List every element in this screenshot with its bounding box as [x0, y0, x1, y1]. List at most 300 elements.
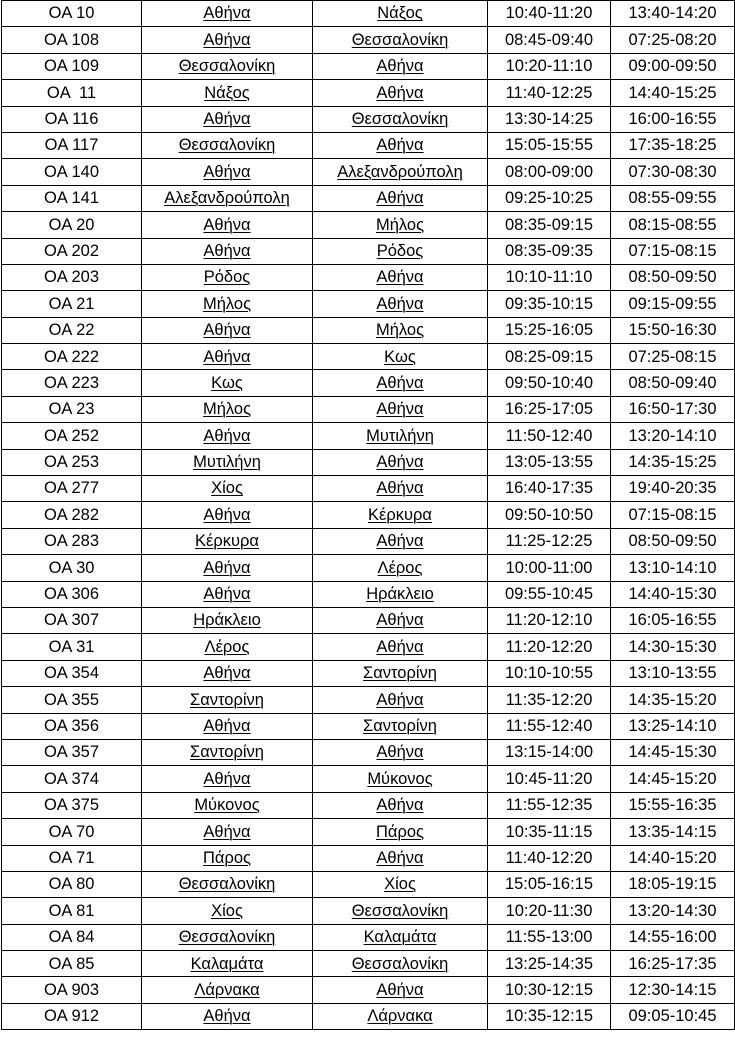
- destination-text: Θεσσαλονίκη: [351, 901, 449, 920]
- flight-code-text: OA 357: [43, 743, 100, 762]
- destination-cell: [313, 687, 488, 713]
- return-time-cell: [611, 687, 735, 713]
- table-row: [2, 924, 735, 950]
- return-time-cell: [611, 528, 735, 554]
- table-row: [2, 27, 735, 53]
- return-time-cell: [611, 370, 735, 396]
- outbound-time-cell: [488, 370, 611, 396]
- destination-cell: [313, 476, 488, 502]
- table-row: [2, 687, 735, 713]
- return-time-text: 16:05-16:55: [628, 611, 717, 630]
- origin-text: Μύκονος: [194, 796, 260, 815]
- table-row: [2, 238, 735, 264]
- origin-cell: [142, 80, 313, 106]
- outbound-time-cell: [488, 528, 611, 554]
- origin-text: Θεσσαλονίκη: [178, 57, 276, 76]
- return-time-text: 07:15-08:15: [628, 241, 717, 260]
- origin-text: Αθήνα: [203, 664, 251, 683]
- outbound-time-cell: [488, 264, 611, 290]
- flight-code-text: OA 252: [43, 426, 100, 445]
- origin-cell: [142, 344, 313, 370]
- return-time-cell: [611, 159, 735, 185]
- table-row: [2, 291, 735, 317]
- origin-cell: [142, 264, 313, 290]
- table-row: [2, 132, 735, 158]
- outbound-time-text: 10:35-12:15: [504, 1007, 594, 1026]
- destination-cell: [313, 396, 488, 422]
- outbound-time-text: 10:40-11:20: [505, 4, 593, 23]
- outbound-time-cell: [488, 660, 611, 686]
- destination-cell: [313, 423, 488, 449]
- return-time-cell: [611, 951, 735, 977]
- flight-code-text: OA 202: [43, 241, 100, 260]
- outbound-time-text: 11:40-12:25: [505, 83, 593, 102]
- origin-cell: [142, 766, 313, 792]
- return-time-cell: [611, 792, 735, 818]
- destination-cell: [313, 80, 488, 106]
- outbound-time-text: 08:25-09:15: [504, 347, 594, 366]
- origin-cell: [142, 845, 313, 871]
- return-time-cell: [611, 766, 735, 792]
- origin-cell: [142, 449, 313, 475]
- return-time-text: 09:05-10:45: [628, 1007, 717, 1026]
- destination-text: Κως: [384, 347, 416, 366]
- flight-code-cell: [2, 581, 142, 607]
- origin-cell: [142, 476, 313, 502]
- flight-code-cell: [2, 185, 142, 211]
- outbound-time-text: 15:25-16:05: [504, 321, 594, 340]
- flight-code-text: OA 253: [43, 453, 100, 472]
- destination-text: Λάρνακα: [367, 1007, 433, 1026]
- destination-text: Αθήνα: [376, 136, 424, 155]
- destination-text: Μυτιλήνη: [366, 426, 434, 445]
- return-time-cell: [611, 106, 735, 132]
- flight-code-cell: [2, 898, 142, 924]
- table-row: [2, 502, 735, 528]
- origin-text: Αθήνα: [203, 585, 251, 604]
- table-row: [2, 634, 735, 660]
- destination-text: Ρόδος: [376, 241, 424, 260]
- origin-text: Θεσσαλονίκη: [178, 136, 276, 155]
- origin-cell: [142, 977, 313, 1003]
- flight-code-text: OA 80: [48, 875, 95, 894]
- origin-text: Αθήνα: [203, 347, 251, 366]
- origin-text: Θεσσαλονίκη: [178, 928, 276, 947]
- origin-text: Αθήνα: [203, 110, 251, 128]
- return-time-text: 08:15-08:55: [628, 215, 717, 234]
- origin-cell: [142, 739, 313, 765]
- origin-text: Αθήνα: [203, 1007, 251, 1026]
- outbound-time-cell: [488, 502, 611, 528]
- origin-text: Αθήνα: [203, 716, 251, 735]
- destination-text: Αθήνα: [376, 980, 424, 999]
- destination-text: Αθήνα: [376, 637, 424, 656]
- destination-text: Αθήνα: [376, 479, 424, 498]
- origin-cell: [142, 317, 313, 343]
- flight-code-cell: [2, 819, 142, 845]
- flight-code-cell: [2, 739, 142, 765]
- table-row: [2, 106, 735, 132]
- flight-code-text: OA 84: [48, 928, 95, 947]
- flight-code-cell: [2, 766, 142, 792]
- flight-code-cell: [2, 159, 142, 185]
- origin-text: Νάξος: [204, 83, 250, 102]
- destination-text: Αθήνα: [376, 57, 424, 76]
- return-time-text: 07:15-08:15: [628, 505, 717, 524]
- destination-cell: [313, 792, 488, 818]
- flight-code-text: OA 354: [43, 664, 100, 683]
- return-time-text: 15:50-16:30: [628, 321, 717, 340]
- outbound-time-text: 10:20-11:10: [505, 57, 593, 76]
- return-time-text: 13:20-14:10: [628, 426, 717, 445]
- return-time-text: 16:50-17:30: [628, 400, 717, 419]
- origin-cell: [142, 1, 313, 27]
- flight-code-text: OA 140: [43, 162, 100, 181]
- flight-code-cell: [2, 555, 142, 581]
- flight-code-cell: [2, 264, 142, 290]
- return-time-cell: [611, 898, 735, 924]
- table-row: [2, 1003, 735, 1029]
- return-time-cell: [611, 581, 735, 607]
- return-time-text: 14:30-15:30: [628, 637, 717, 656]
- destination-text: Αλεξανδρούπολη: [337, 162, 463, 181]
- flight-code-text: OA 71: [48, 848, 95, 867]
- origin-cell: [142, 502, 313, 528]
- outbound-time-text: 11:20-12:20: [505, 637, 593, 656]
- return-time-cell: [611, 132, 735, 158]
- destination-cell: [313, 502, 488, 528]
- outbound-time-text: 09:35-10:15: [504, 294, 594, 313]
- return-time-text: 13:40-14:20: [628, 4, 717, 23]
- destination-cell: [313, 845, 488, 871]
- destination-text: Αθήνα: [376, 611, 424, 630]
- origin-text: Ρόδος: [203, 268, 251, 287]
- origin-cell: [142, 792, 313, 818]
- return-time-text: 16:25-17:35: [628, 954, 717, 973]
- outbound-time-text: 10:10-11:10: [505, 268, 593, 287]
- return-time-cell: [611, 607, 735, 633]
- destination-cell: [313, 819, 488, 845]
- outbound-time-text: 09:55-10:45: [504, 585, 594, 604]
- flight-code-cell: [2, 53, 142, 79]
- flight-code-cell: [2, 396, 142, 422]
- destination-text: Μήλος: [375, 321, 425, 340]
- return-time-cell: [611, 660, 735, 686]
- return-time-cell: [611, 739, 735, 765]
- origin-text: Αλεξανδρούπολη: [164, 189, 290, 208]
- flight-code-cell: [2, 528, 142, 554]
- return-time-cell: [611, 555, 735, 581]
- origin-text: Λέρος: [204, 637, 250, 656]
- return-time-text: 14:40-15:20: [628, 848, 717, 867]
- return-time-cell: [611, 1003, 735, 1029]
- destination-text: Αθήνα: [376, 268, 424, 287]
- return-time-text: 15:55-16:35: [628, 796, 717, 815]
- flight-code-text: OA 23: [48, 400, 95, 419]
- return-time-text: 19:40-20:35: [628, 479, 717, 498]
- flight-code-text: OA 30: [48, 558, 95, 577]
- return-time-text: 17:35-18:25: [628, 136, 717, 155]
- outbound-time-cell: [488, 317, 611, 343]
- origin-cell: [142, 924, 313, 950]
- origin-text: Θεσσαλονίκη: [178, 875, 276, 894]
- return-time-cell: [611, 819, 735, 845]
- origin-cell: [142, 687, 313, 713]
- table-row: [2, 80, 735, 106]
- flight-code-text: OA 912: [43, 1007, 100, 1026]
- origin-cell: [142, 819, 313, 845]
- destination-cell: [313, 607, 488, 633]
- table-row: [2, 185, 735, 211]
- destination-cell: [313, 660, 488, 686]
- return-time-text: 07:25-08:20: [628, 30, 717, 49]
- flight-code-text: OA 355: [43, 690, 100, 709]
- destination-cell: [313, 159, 488, 185]
- flight-code-text: OA 31: [48, 637, 95, 656]
- outbound-time-text: 10:45-11:20: [505, 769, 593, 788]
- return-time-cell: [611, 924, 735, 950]
- origin-text: Αθήνα: [203, 162, 251, 181]
- flight-code-text: OA 141: [43, 189, 100, 208]
- destination-cell: [313, 370, 488, 396]
- flight-code-cell: [2, 634, 142, 660]
- flight-code-cell: [2, 871, 142, 897]
- origin-cell: [142, 370, 313, 396]
- return-time-text: 14:35-15:20: [628, 690, 717, 709]
- outbound-time-cell: [488, 159, 611, 185]
- flight-code-cell: [2, 660, 142, 686]
- origin-text: Αθήνα: [203, 769, 251, 788]
- flight-code-cell: [2, 106, 142, 132]
- origin-cell: [142, 713, 313, 739]
- outbound-time-cell: [488, 924, 611, 950]
- origin-text: Κέρκυρα: [195, 532, 259, 551]
- origin-text: Αθήνα: [203, 321, 251, 340]
- flight-code-text: OA 109: [43, 57, 100, 76]
- destination-cell: [313, 291, 488, 317]
- flight-code-cell: [2, 449, 142, 475]
- table-row: [2, 581, 735, 607]
- flight-code-cell: [2, 845, 142, 871]
- destination-cell: [313, 581, 488, 607]
- table-row: [2, 898, 735, 924]
- flight-code-text: OA 81: [48, 901, 95, 920]
- flight-code-text: OA 116: [44, 110, 99, 128]
- flight-code-text: OA 22: [48, 321, 95, 340]
- flight-code-text: OA 282: [43, 505, 100, 524]
- flight-schedule-body: [2, 1, 735, 1030]
- flight-code-cell: [2, 27, 142, 53]
- flight-code-cell: [2, 924, 142, 950]
- outbound-time-text: 16:40-17:35: [504, 479, 594, 498]
- flight-code-cell: [2, 977, 142, 1003]
- return-time-text: 08:55-09:55: [628, 189, 717, 208]
- return-time-text: 18:05-19:15: [628, 875, 717, 894]
- origin-cell: [142, 291, 313, 317]
- destination-cell: [313, 898, 488, 924]
- flight-code-text: OA 222: [43, 347, 100, 366]
- origin-text: Μυτιλήνη: [193, 453, 261, 472]
- flight-code-cell: [2, 212, 142, 238]
- destination-text: Νάξος: [377, 4, 423, 23]
- destination-text: Χίος: [384, 875, 416, 894]
- origin-text: Αθήνα: [203, 426, 251, 445]
- return-time-text: 16:00-16:55: [628, 110, 717, 128]
- origin-cell: [142, 951, 313, 977]
- destination-text: Αθήνα: [376, 796, 424, 815]
- origin-text: Αθήνα: [203, 505, 251, 524]
- outbound-time-text: 15:05-15:55: [504, 136, 594, 155]
- destination-text: Αθήνα: [376, 743, 424, 762]
- flight-code-text: OA 223: [43, 373, 100, 392]
- table-row: [2, 449, 735, 475]
- flight-code-text: OA 356: [43, 716, 100, 735]
- table-row: [2, 1, 735, 27]
- return-time-cell: [611, 423, 735, 449]
- destination-text: Θεσσαλονίκη: [351, 954, 449, 973]
- return-time-cell: [611, 264, 735, 290]
- origin-cell: [142, 423, 313, 449]
- return-time-cell: [611, 502, 735, 528]
- flight-code-text: OA 85: [48, 954, 95, 973]
- flight-code-cell: [2, 291, 142, 317]
- destination-cell: [313, 449, 488, 475]
- destination-text: Αθήνα: [376, 83, 424, 102]
- origin-cell: [142, 212, 313, 238]
- destination-cell: [313, 106, 488, 132]
- destination-text: Αθήνα: [376, 848, 424, 867]
- destination-cell: [313, 739, 488, 765]
- destination-cell: [313, 238, 488, 264]
- origin-cell: [142, 185, 313, 211]
- outbound-time-text: 08:35-09:35: [504, 241, 594, 260]
- table-row: [2, 660, 735, 686]
- table-row: [2, 713, 735, 739]
- origin-text: Μήλος: [202, 400, 252, 419]
- table-row: [2, 819, 735, 845]
- origin-text: Αθήνα: [203, 822, 251, 841]
- destination-text: Μήλος: [375, 215, 425, 234]
- origin-cell: [142, 634, 313, 660]
- flight-code-cell: [2, 370, 142, 396]
- outbound-time-cell: [488, 396, 611, 422]
- flight-code-cell: [2, 344, 142, 370]
- flight-schedule-table: [1, 0, 735, 1030]
- outbound-time-cell: [488, 185, 611, 211]
- outbound-time-text: 11:50-12:40: [505, 426, 593, 445]
- origin-cell: [142, 581, 313, 607]
- outbound-time-text: 10:00-11:00: [505, 558, 593, 577]
- outbound-time-cell: [488, 476, 611, 502]
- outbound-time-cell: [488, 713, 611, 739]
- flight-code-text: OA 374: [43, 769, 100, 788]
- outbound-time-cell: [488, 555, 611, 581]
- table-row: [2, 212, 735, 238]
- return-time-text: 07:25-08:15: [628, 347, 717, 366]
- flight-code-text: OA 203: [43, 268, 100, 287]
- outbound-time-cell: [488, 291, 611, 317]
- flight-code-text: OA 11: [46, 83, 97, 102]
- outbound-time-cell: [488, 53, 611, 79]
- outbound-time-text: 10:35-11:15: [505, 822, 593, 841]
- return-time-cell: [611, 449, 735, 475]
- destination-text: Ηράκλειο: [366, 585, 434, 604]
- table-row: [2, 423, 735, 449]
- outbound-time-text: 13:15-14:00: [504, 743, 594, 762]
- table-row: [2, 396, 735, 422]
- outbound-time-cell: [488, 27, 611, 53]
- destination-text: Αθήνα: [376, 294, 424, 313]
- outbound-time-cell: [488, 687, 611, 713]
- return-time-cell: [611, 396, 735, 422]
- return-time-cell: [611, 713, 735, 739]
- outbound-time-text: 13:30-14:25: [504, 110, 594, 128]
- destination-cell: [313, 977, 488, 1003]
- return-time-text: 14:40-15:25: [628, 83, 717, 102]
- outbound-time-text: 08:45-09:40: [504, 30, 594, 49]
- return-time-cell: [611, 634, 735, 660]
- table-row: [2, 607, 735, 633]
- destination-cell: [313, 212, 488, 238]
- destination-text: Θεσσαλονίκη: [351, 110, 449, 128]
- origin-text: Σαντορίνη: [190, 690, 264, 709]
- origin-text: Αθήνα: [203, 558, 251, 577]
- origin-cell: [142, 660, 313, 686]
- outbound-time-text: 11:55-12:40: [505, 716, 593, 735]
- flight-code-text: OA 108: [43, 30, 100, 49]
- outbound-time-text: 11:35-12:20: [505, 690, 593, 709]
- return-time-text: 14:45-15:30: [628, 743, 717, 762]
- origin-text: Χίος: [211, 901, 243, 920]
- destination-cell: [313, 53, 488, 79]
- return-time-text: 13:25-14:10: [628, 716, 717, 735]
- origin-text: Χίος: [211, 479, 243, 498]
- destination-text: Αθήνα: [376, 189, 424, 208]
- outbound-time-cell: [488, 977, 611, 1003]
- return-time-text: 08:50-09:40: [628, 373, 717, 392]
- return-time-cell: [611, 212, 735, 238]
- flight-code-cell: [2, 502, 142, 528]
- destination-cell: [313, 634, 488, 660]
- origin-text: Αθήνα: [203, 30, 251, 49]
- table-row: [2, 977, 735, 1003]
- table-row: [2, 344, 735, 370]
- return-time-cell: [611, 845, 735, 871]
- outbound-time-cell: [488, 581, 611, 607]
- destination-cell: [313, 871, 488, 897]
- destination-text: Μύκονος: [367, 769, 433, 788]
- flight-code-cell: [2, 687, 142, 713]
- outbound-time-text: 11:40-12:20: [505, 848, 593, 867]
- destination-cell: [313, 185, 488, 211]
- flight-code-cell: [2, 476, 142, 502]
- return-time-cell: [611, 53, 735, 79]
- origin-cell: [142, 528, 313, 554]
- destination-cell: [313, 528, 488, 554]
- return-time-text: 12:30-14:15: [628, 980, 717, 999]
- origin-text: Καλαμάτα: [190, 954, 264, 973]
- origin-text: Πάρος: [203, 848, 251, 867]
- table-row: [2, 370, 735, 396]
- destination-cell: [313, 132, 488, 158]
- outbound-time-cell: [488, 845, 611, 871]
- table-row: [2, 53, 735, 79]
- outbound-time-cell: [488, 132, 611, 158]
- table-row: [2, 845, 735, 871]
- origin-text: Ηράκλειο: [193, 611, 261, 630]
- origin-text: Αθήνα: [203, 4, 251, 23]
- flight-code-cell: [2, 80, 142, 106]
